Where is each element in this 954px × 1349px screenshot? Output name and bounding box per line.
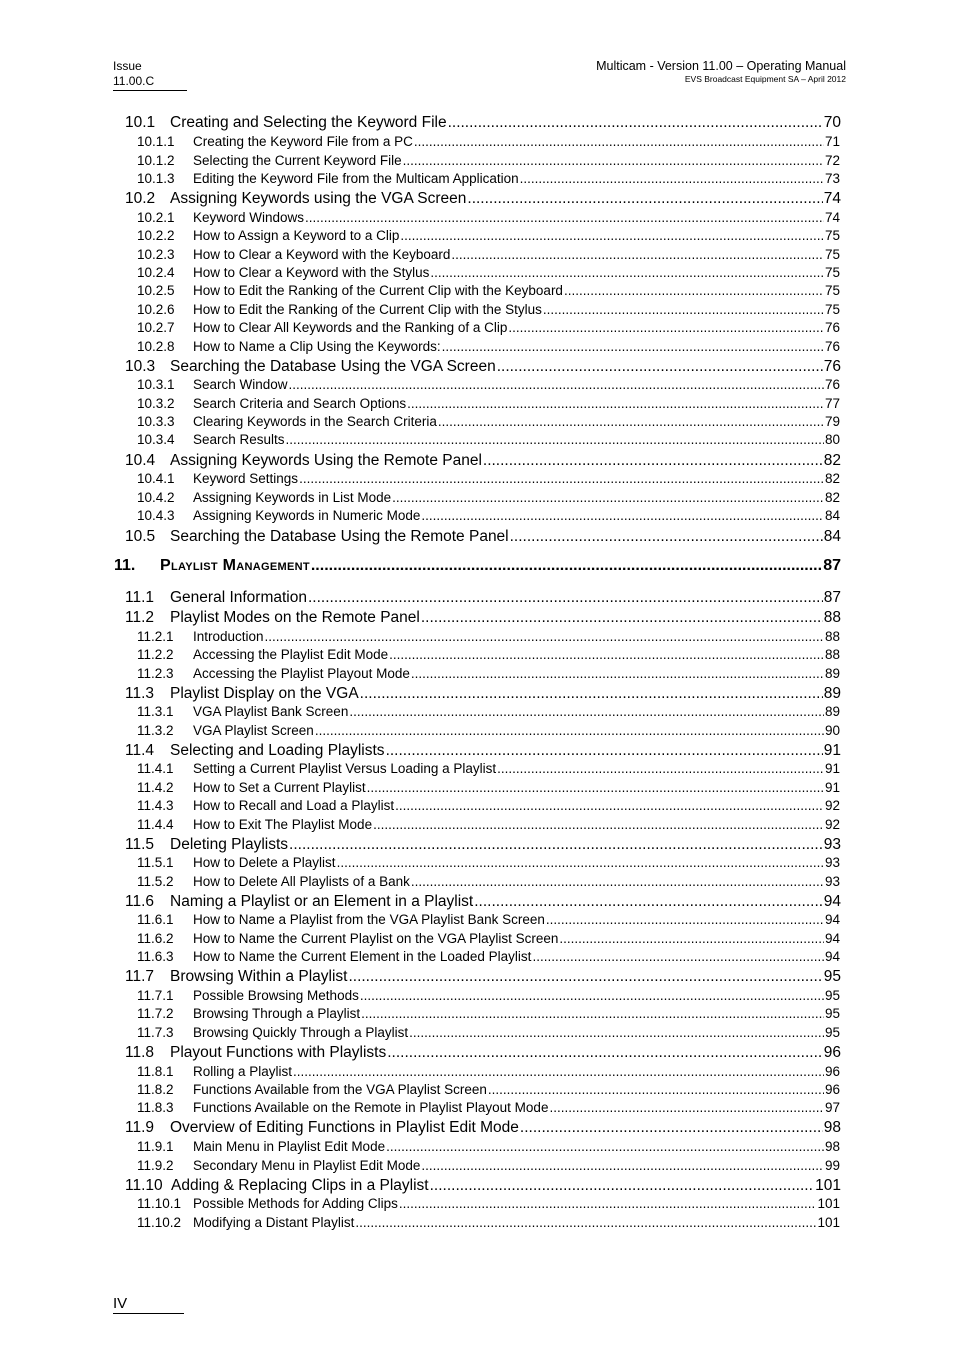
toc-entry-title: Possible Methods for Adding Clips — [193, 1196, 398, 1211]
issue-value: 11.00.C — [113, 74, 155, 88]
dot-leader — [286, 431, 824, 448]
toc-entry-level-3[interactable] — [137, 722, 840, 739]
toc-entry-page: 91 — [823, 742, 841, 759]
toc-entry-title: How to Clear a Keyword with the Stylus — [193, 265, 430, 280]
dot-leader — [348, 967, 822, 987]
toc-entry-title: Browsing Quickly Through a Playlist — [193, 1025, 409, 1040]
toc-entry-number: 10.1 — [125, 114, 156, 131]
toc-entry-number: 11.4.2 — [137, 780, 174, 795]
toc-entry-number: 10.2.7 — [137, 320, 175, 335]
toc-entry-title: How to Name the Current Playlist on the VGA Playlist Screen — [193, 931, 559, 946]
toc-entry-page: 96 — [823, 1044, 841, 1061]
toc-entry-page: 98 — [823, 1119, 841, 1136]
dot-leader — [403, 152, 824, 169]
toc-entry-title: How to Name a Clip Using the Keywords: — [193, 339, 441, 354]
toc-entry-number: 11.10.2 — [137, 1215, 182, 1230]
toc-entry-title: Search Results — [193, 432, 285, 447]
toc-entry-number: 11.4 — [125, 742, 155, 759]
dot-leader — [508, 319, 824, 336]
toc-entry-number: 11.9.2 — [137, 1158, 174, 1173]
dot-leader — [430, 264, 824, 281]
toc-entry-number: 11. — [114, 557, 136, 574]
toc-entry-title: Accessing the Playlist Edit Mode — [193, 647, 389, 662]
dot-leader — [293, 1063, 824, 1080]
toc-entry-number: 10.1.1 — [137, 134, 175, 149]
toc-entry-number: 10.4.3 — [137, 508, 175, 523]
document-subtitle: EVS Broadcast Equipment SA – April 2012 — [684, 74, 846, 84]
toc-entry-page: 87 — [823, 589, 841, 606]
toc-entry-level-3[interactable] — [137, 395, 840, 412]
toc-entry-level-3[interactable] — [137, 507, 840, 524]
toc-entry-level-3[interactable] — [137, 376, 840, 393]
dot-leader — [395, 797, 824, 814]
dot-leader — [289, 376, 824, 393]
toc-entry-number: 11.7.1 — [137, 988, 174, 1003]
toc-entry-level-3[interactable] — [137, 987, 840, 1004]
toc-entry-page: 95 — [824, 1025, 840, 1040]
dot-leader — [265, 628, 824, 645]
dot-leader — [400, 227, 824, 244]
toc-entry-page: 94 — [824, 949, 840, 964]
toc-entry-number: 10.3.2 — [137, 396, 175, 411]
toc-entry-page: 95 — [824, 988, 840, 1003]
toc-entry-page: 79 — [824, 414, 840, 429]
toc-entry-level-3[interactable] — [137, 1157, 840, 1174]
toc-entry-title: Search Criteria and Search Options — [193, 396, 407, 411]
dot-leader — [387, 1043, 823, 1063]
toc-entry-title: General Information — [170, 589, 307, 606]
toc-entry-page: 75 — [824, 283, 840, 298]
toc-entry-number: 10.2 — [125, 190, 156, 207]
dot-leader — [392, 489, 824, 506]
toc-entry-page: 101 — [817, 1196, 840, 1211]
toc-entry-level-3[interactable] — [137, 246, 840, 263]
toc-entry-title: Functions Available from the VGA Playlist Screen — [193, 1082, 487, 1097]
toc-entry-number: 11.6 — [125, 893, 155, 910]
toc-entry-title: Clearing Keywords in the Search Criteria — [193, 414, 437, 429]
toc-entry-title: How to Name the Current Element in the Loaded Playlist — [193, 949, 532, 964]
dot-leader — [559, 930, 824, 947]
toc-entry-number: 11.4.1 — [137, 761, 174, 776]
toc-entry-level-2[interactable] — [125, 189, 841, 209]
issue-label: Issue — [113, 59, 142, 73]
toc-entry-page: 92 — [824, 817, 840, 832]
toc-entry-number: 11.1 — [125, 589, 155, 606]
toc-entry-number: 10.2.1 — [137, 210, 175, 225]
toc-entry-level-3[interactable] — [137, 1214, 840, 1231]
dot-leader — [349, 703, 824, 720]
dot-leader — [386, 1138, 824, 1155]
toc-entry-level-2[interactable] — [125, 527, 841, 547]
toc-entry-number: 10.3.1 — [137, 377, 175, 392]
dot-leader — [451, 246, 824, 263]
toc-entry-title: Rolling a Playlist — [193, 1064, 293, 1079]
dot-leader — [360, 684, 823, 704]
toc-entry-level-2[interactable] — [125, 1176, 841, 1196]
dot-leader — [409, 1024, 824, 1041]
dot-leader — [337, 854, 824, 871]
toc-entry-page: 93 — [824, 855, 840, 870]
dot-leader — [546, 911, 824, 928]
toc-entry-number: 10.4.1 — [137, 471, 175, 486]
toc-entry-title: Overview of Editing Functions in Playlist Edit Mode — [170, 1119, 519, 1136]
toc-entry-page: 88 — [823, 609, 841, 626]
toc-entry-title: Modifying a Distant Playlist — [193, 1215, 355, 1230]
toc-entry-level-3[interactable] — [137, 264, 840, 281]
dot-leader — [421, 507, 824, 524]
toc-entry-title: Assigning Keywords in List Mode — [193, 490, 392, 505]
toc-entry-title: Assigning Keywords Using the Remote Panel — [170, 452, 482, 469]
toc-entry-title: Browsing Through a Playlist — [193, 1006, 361, 1021]
toc-entry-number: 11.8.2 — [137, 1082, 174, 1097]
toc-entry-title: How to Edit the Ranking of the Current Clip with the Stylus — [193, 302, 542, 317]
toc-entry-level-3[interactable] — [137, 628, 840, 645]
toc-entry-page: 96 — [824, 1082, 840, 1097]
toc-entry-number: 11.5 — [125, 836, 155, 853]
toc-entry-page: 89 — [823, 685, 841, 702]
toc-entry-page: 94 — [824, 912, 840, 927]
toc-entry-number: 11.7.2 — [137, 1006, 174, 1021]
toc-entry-page: 72 — [824, 153, 840, 168]
toc-entry-page: 76 — [824, 339, 840, 354]
toc-entry-number: 11.5.1 — [137, 855, 174, 870]
dot-leader — [305, 209, 824, 226]
dot-leader — [474, 892, 823, 912]
toc-entry-level-3[interactable] — [137, 1063, 840, 1080]
toc-entry-level-3[interactable] — [137, 703, 840, 720]
toc-entry-level-3[interactable] — [137, 170, 840, 187]
dot-leader — [442, 338, 824, 355]
dot-leader — [448, 113, 823, 133]
dot-leader — [355, 1214, 816, 1231]
dot-leader — [520, 170, 824, 187]
dot-leader — [497, 357, 823, 377]
toc-entry-title: Functions Available on the Remote in Playlist Playout Mode — [193, 1100, 549, 1115]
toc-entry-number: 10.2.6 — [137, 302, 175, 317]
toc-entry-number: 10.3.4 — [137, 432, 175, 447]
toc-entry-level-3[interactable] — [137, 948, 840, 965]
toc-entry-number: 10.4 — [125, 452, 156, 469]
toc-entry-number: 11.2.3 — [137, 666, 174, 681]
toc-entry-title: Introduction — [193, 629, 264, 644]
toc-entry-page: 80 — [824, 432, 840, 447]
toc-entry-level-2[interactable] — [125, 967, 841, 987]
toc-entry-page: 91 — [824, 761, 840, 776]
dot-leader — [389, 646, 824, 663]
dot-leader — [467, 189, 822, 209]
toc-entry-number: 10.5 — [125, 528, 156, 545]
toc-entry-title: VGA Playlist Bank Screen — [193, 704, 349, 719]
toc-entry-title: Naming a Playlist or an Element in a Playlist — [170, 893, 474, 910]
toc-entry-level-2[interactable] — [125, 113, 841, 133]
toc-entry-level-3[interactable] — [137, 133, 840, 150]
dot-leader — [483, 451, 823, 471]
dot-leader — [399, 1195, 817, 1212]
toc-entry-level-3[interactable] — [137, 816, 840, 833]
toc-entry-title: Keyword Settings — [193, 471, 299, 486]
dot-leader — [421, 608, 823, 628]
toc-entry-page: 73 — [824, 171, 840, 186]
toc-entry-number: 11.7.3 — [137, 1025, 174, 1040]
dot-leader — [308, 588, 823, 608]
toc-entry-number: 10.2.2 — [137, 228, 175, 243]
toc-entry-number: 11.8.1 — [137, 1064, 174, 1079]
toc-entry-title: Playlist Display on the VGA — [170, 685, 359, 702]
toc-entry-level-3[interactable] — [137, 930, 840, 947]
toc-entry-level-3[interactable] — [137, 413, 840, 430]
toc-entry-title: How to Clear All Keywords and the Ranking of a Clip — [193, 320, 508, 335]
toc-entry-title: Playlist Modes on the Remote Panel — [170, 609, 420, 626]
toc-entry-level-2[interactable] — [125, 588, 841, 608]
toc-entry-number: 11.6.2 — [137, 931, 174, 946]
dot-leader — [315, 722, 824, 739]
toc-entry-title: How to Exit The Playlist Mode — [193, 817, 373, 832]
toc-entry-number: 11.2.2 — [137, 647, 174, 662]
toc-entry-number: 11.9.1 — [137, 1139, 174, 1154]
toc-entry-level-3[interactable] — [137, 797, 840, 814]
toc-entry-title: Keyword Windows — [193, 210, 305, 225]
dot-leader — [497, 760, 824, 777]
dot-leader — [407, 395, 824, 412]
toc-entry-title: Browsing Within a Playlist — [170, 968, 348, 985]
toc-entry-page: 88 — [824, 629, 840, 644]
toc-entry-level-2[interactable] — [125, 892, 841, 912]
toc-entry-level-3[interactable] — [137, 760, 840, 777]
toc-entry-page: 101 — [817, 1215, 840, 1230]
toc-entry-page: 82 — [824, 471, 840, 486]
toc-entry-level-3[interactable] — [137, 301, 840, 318]
toc-entry-number: 11.2.1 — [137, 629, 174, 644]
dot-leader — [430, 1176, 815, 1196]
toc-entry-number: 10.2.5 — [137, 283, 175, 298]
toc-entry-page: 93 — [823, 836, 841, 853]
toc-entry-level-3[interactable] — [137, 489, 840, 506]
document-title: Multicam - Version 11.00 – Operating Manual — [596, 59, 846, 73]
toc-entry-page: 74 — [823, 190, 841, 207]
toc-entry-level-3[interactable] — [137, 282, 840, 299]
toc-entry-page: 89 — [824, 666, 840, 681]
toc-entry-level-1[interactable] — [114, 555, 841, 577]
toc-entry-level-3[interactable] — [137, 227, 840, 244]
toc-entry-title: How to Assign a Keyword to a Clip — [193, 228, 400, 243]
toc-entry-level-3[interactable] — [137, 1024, 840, 1041]
dot-leader — [311, 555, 822, 577]
toc-entry-page: 70 — [823, 114, 841, 131]
toc-entry-number: 11.4.4 — [137, 817, 174, 832]
toc-entry-page: 71 — [824, 134, 840, 149]
toc-entry-page: 88 — [824, 647, 840, 662]
dot-leader — [543, 301, 824, 318]
dot-leader — [421, 1157, 824, 1174]
toc-entry-page: 82 — [824, 490, 840, 505]
toc-entry-page: 84 — [823, 528, 841, 545]
toc-entry-level-3[interactable] — [137, 1195, 840, 1212]
toc-entry-page: 75 — [824, 265, 840, 280]
toc-entry-level-2[interactable] — [125, 1043, 841, 1063]
toc-entry-level-2[interactable] — [125, 357, 841, 377]
toc-entry-level-2[interactable] — [125, 1118, 841, 1138]
toc-entry-title: Accessing the Playlist Playout Mode — [193, 666, 410, 681]
toc-entry-title: How to Name a Playlist from the VGA Playlist Bank Screen — [193, 912, 545, 927]
toc-entry-number: 10.3 — [125, 358, 156, 375]
toc-entry-title: Possible Browsing Methods — [193, 988, 359, 1003]
dot-leader — [361, 1005, 824, 1022]
toc-entry-title: Playout Functions with Playlists — [170, 1044, 387, 1061]
dot-leader — [299, 470, 824, 487]
toc-entry-page: 99 — [824, 1158, 840, 1173]
toc-entry-title: Searching the Database Using the Remote Panel — [170, 528, 509, 545]
toc-entry-page: 94 — [823, 893, 841, 910]
toc-entry-level-3[interactable] — [137, 1081, 840, 1098]
toc-entry-level-3[interactable] — [137, 152, 840, 169]
toc-entry-number: 10.1.3 — [137, 171, 175, 186]
toc-entry-level-3[interactable] — [137, 1099, 840, 1116]
toc-entry-page: 91 — [824, 780, 840, 795]
toc-entry-level-2[interactable] — [125, 741, 841, 761]
toc-entry-number: 11.8.3 — [137, 1100, 174, 1115]
toc-entry-title: Playlist Management — [160, 557, 310, 574]
toc-entry-number: 11.3 — [125, 685, 155, 702]
toc-entry-page: 75 — [824, 228, 840, 243]
toc-entry-number: 11.5.2 — [137, 874, 174, 889]
toc-entry-page: 93 — [824, 874, 840, 889]
toc-entry-title: Selecting the Current Keyword File — [193, 153, 402, 168]
toc-entry-number: 10.2.4 — [137, 265, 175, 280]
toc-entry-title: Deleting Playlists — [170, 836, 289, 853]
toc-entry-number: 11.6.3 — [137, 949, 174, 964]
toc-entry-level-2[interactable] — [125, 451, 841, 471]
toc-entry-number: 11.10 — [125, 1177, 163, 1194]
toc-entry-title: Search Window — [193, 377, 288, 392]
toc-entry-title: Main Menu in Playlist Edit Mode — [193, 1139, 386, 1154]
toc-entry-title: How to Recall and Load a Playlist — [193, 798, 395, 813]
toc-entry-title: How to Delete a Playlist — [193, 855, 336, 870]
toc-entry-title: Editing the Keyword File from the Multicam Application — [193, 171, 519, 186]
toc-entry-number: 10.2.8 — [137, 339, 175, 354]
toc-entry-title: Creating the Keyword File from a PC — [193, 134, 413, 149]
dot-leader — [289, 835, 823, 855]
toc-entry-number: 10.3.3 — [137, 414, 175, 429]
toc-entry-page: 82 — [823, 452, 841, 469]
toc-entry-level-3[interactable] — [137, 319, 840, 336]
toc-entry-page: 75 — [824, 247, 840, 262]
toc-entry-level-2[interactable] — [125, 835, 841, 855]
toc-entry-number: 11.8 — [125, 1044, 155, 1061]
toc-entry-level-3[interactable] — [137, 1005, 840, 1022]
toc-entry-level-3[interactable] — [137, 1138, 840, 1155]
toc-entry-level-3[interactable] — [137, 431, 840, 448]
dot-leader — [510, 527, 823, 547]
page-number: IV — [113, 1295, 184, 1314]
dot-leader — [414, 133, 824, 150]
toc-entry-page: 75 — [824, 302, 840, 317]
toc-entry-number: 11.7 — [125, 968, 155, 985]
toc-entry-level-3[interactable] — [137, 911, 840, 928]
dot-leader — [532, 948, 824, 965]
toc-entry-level-3[interactable] — [137, 873, 840, 890]
toc-entry-number: 10.2.3 — [137, 247, 175, 262]
toc-entry-title: How to Clear a Keyword with the Keyboard — [193, 247, 451, 262]
toc-entry-page: 97 — [824, 1100, 840, 1115]
dot-leader — [367, 779, 824, 796]
toc-entry-page: 87 — [823, 557, 841, 574]
dot-leader — [549, 1099, 824, 1116]
toc-entry-page: 90 — [824, 723, 840, 738]
toc-entry-number: 10.4.2 — [137, 490, 175, 505]
toc-entry-title: How to Set a Current Playlist — [193, 780, 366, 795]
toc-entry-number: 11.3.2 — [137, 723, 174, 738]
toc-entry-number: 11.6.1 — [137, 912, 174, 927]
toc-entry-page: 95 — [824, 1006, 840, 1021]
toc-entry-page: 76 — [823, 358, 841, 375]
dot-leader — [564, 282, 824, 299]
toc-entry-title: Setting a Current Playlist Versus Loading a Playlist — [193, 761, 497, 776]
toc-entry-level-2[interactable] — [125, 608, 841, 628]
dot-leader — [438, 413, 824, 430]
toc-entry-title: Selecting and Loading Playlists — [170, 742, 385, 759]
toc-entry-level-3[interactable] — [137, 338, 840, 355]
toc-entry-title: Secondary Menu in Playlist Edit Mode — [193, 1158, 421, 1173]
dot-leader — [411, 665, 824, 682]
toc-entry-page: 76 — [824, 377, 840, 392]
toc-entry-title: Assigning Keywords using the VGA Screen — [170, 190, 467, 207]
toc-entry-title: Adding & Replacing Clips in a Playlist — [171, 1177, 429, 1194]
toc-entry-title: How to Edit the Ranking of the Current Clip with the Keyboard — [193, 283, 563, 298]
toc-entry-title: Assigning Keywords in Numeric Mode — [193, 508, 421, 523]
toc-entry-number: 11.10.1 — [137, 1196, 182, 1211]
toc-entry-level-3[interactable] — [137, 779, 840, 796]
toc-entry-page: 77 — [824, 396, 840, 411]
toc-entry-title: Searching the Database Using the VGA Screen — [170, 358, 496, 375]
dot-leader — [360, 987, 824, 1004]
dot-leader — [386, 741, 823, 761]
toc-entry-number: 11.2 — [125, 609, 155, 626]
toc-entry-number: 11.4.3 — [137, 798, 174, 813]
dot-leader — [488, 1081, 824, 1098]
toc-entry-level-3[interactable] — [137, 470, 840, 487]
dot-leader — [520, 1118, 823, 1138]
toc-entry-number: 10.1.2 — [137, 153, 175, 168]
toc-entry-level-3[interactable] — [137, 665, 840, 682]
toc-entry-page: 96 — [824, 1064, 840, 1079]
toc-entry-level-2[interactable] — [125, 684, 841, 704]
toc-entry-page: 74 — [824, 210, 840, 225]
toc-entry-page: 76 — [824, 320, 840, 335]
toc-entry-number: 11.3.1 — [137, 704, 174, 719]
toc-entry-page: 98 — [824, 1139, 840, 1154]
toc-entry-title: How to Delete All Playlists of a Bank — [193, 874, 410, 889]
toc-entry-page: 94 — [824, 931, 840, 946]
dot-leader — [411, 873, 824, 890]
dot-leader — [373, 816, 824, 833]
toc-entry-level-3[interactable] — [137, 854, 840, 871]
toc-entry-title: VGA Playlist Screen — [193, 723, 314, 738]
toc-entry-title: Creating and Selecting the Keyword File — [170, 114, 447, 131]
toc-entry-level-3[interactable] — [137, 646, 840, 663]
toc-entry-page: 101 — [815, 1177, 841, 1194]
toc-entry-number: 11.9 — [125, 1119, 155, 1136]
toc-entry-level-3[interactable] — [137, 209, 840, 226]
toc-entry-page: 89 — [824, 704, 840, 719]
toc-entry-page: 95 — [823, 968, 841, 985]
toc-entry-page: 92 — [824, 798, 840, 813]
toc-entry-page: 84 — [824, 508, 840, 523]
